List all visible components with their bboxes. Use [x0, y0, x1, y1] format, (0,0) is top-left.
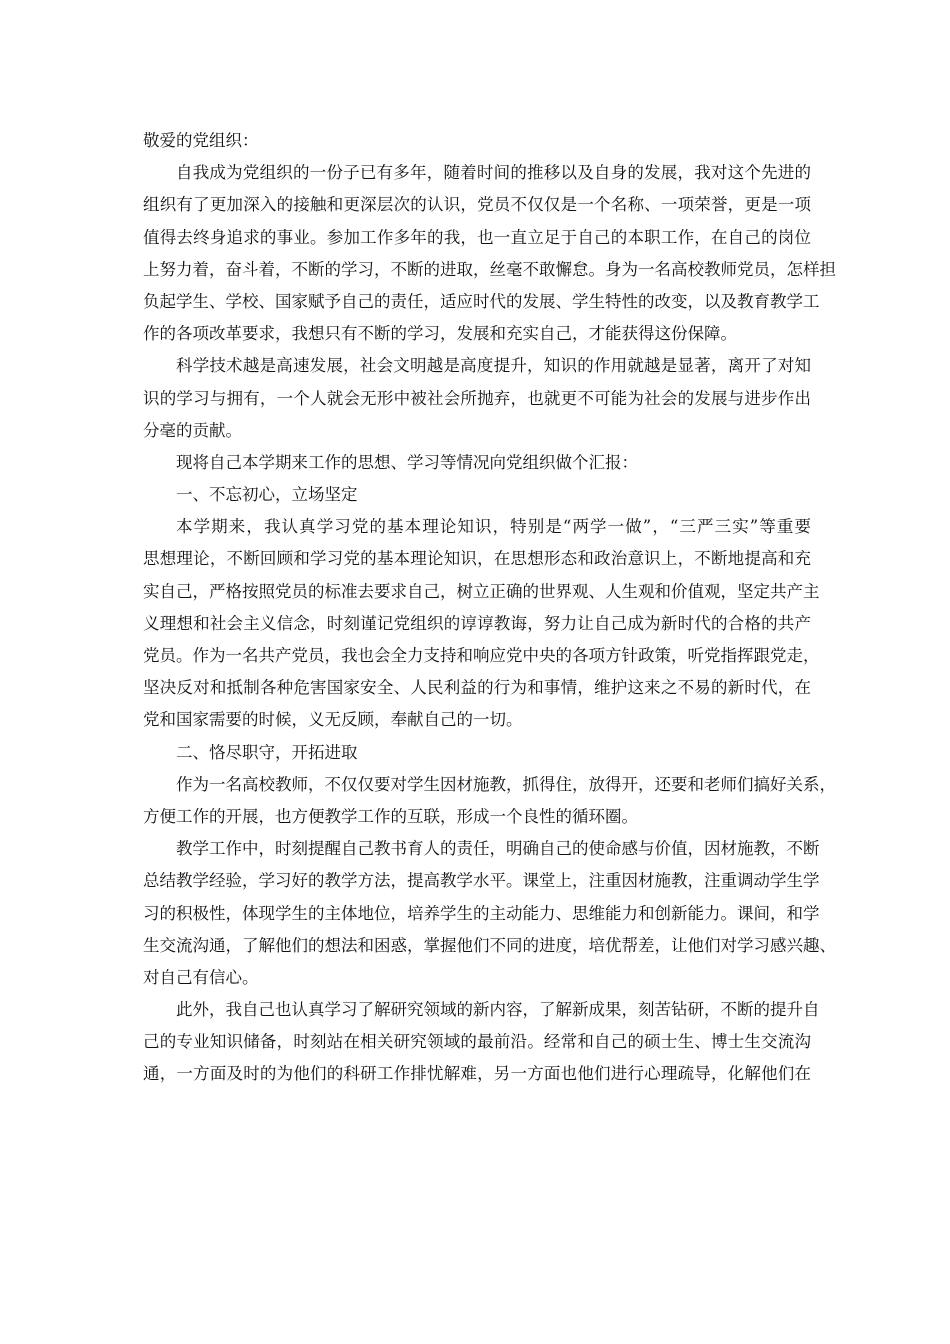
body-text-line: 一、不忘初心，立场坚定 — [176, 485, 358, 505]
body-text-line: 坚决反对和抵制各种危害国家安全、人民利益的行为和事情，维护这来之不易的新时代，在 — [143, 678, 811, 698]
body-text-line: 科学技术越是高速发展，社会文明越是高度提升，知识的作用就越是显著，离开了对知 — [176, 356, 811, 376]
body-text-line: 党员。作为一名共产党员，我也会全力支持和响应党中央的各项方针政策，听党指挥跟党走， — [143, 646, 820, 665]
body-text-line: 现将自己本学期来工作的思想、学习等情况向党组织做个汇报： — [176, 452, 638, 472]
body-text-line: 自我成为党组织的一份子已有多年，随着时间的推移以及自身的发展，我对这个先进的 — [176, 163, 811, 183]
body-text-line: 负起学生、学校、国家赋予自己的责任，适应时代的发展、学生特性的改变，以及教育教学工 — [143, 291, 820, 311]
body-text-line: 分毫的贡献。 — [143, 420, 242, 440]
body-text-line: 识的学习与拥有，一个人就会无形中被社会所抛弃，也就更不可能为社会的发展与进步作出 — [143, 388, 811, 408]
body-text-line: 对自己有信心。 — [143, 967, 259, 987]
body-text-line: 值得去终身追求的事业。参加工作多年的我，也一直立足于自己的本职工作，在自己的岗位 — [143, 227, 811, 247]
body-text-line: 义理想和社会主义信念，时刻谨记党组织的谆谆教诲，努力让自己成为新时代的合格的共产 — [143, 613, 811, 633]
body-text-line: 教学工作中，时刻提醒自己教书育人的责任，明确自己的使命感与价值，因材施教，不断 — [176, 839, 820, 859]
body-text-line: 此外，我自己也认真学习了解研究领域的新内容，了解新成果，刻苦钻研，不断的提升自 — [176, 1000, 820, 1020]
body-text-line: 己的专业知识储备，时刻站在相关研究领域的最前沿。经常和自己的硕士生、博士生交流沟 — [143, 1032, 811, 1052]
body-text-line: 思想理论，不断回顾和学习党的基本理论知识，在思想形态和政治意识上，不断地提高和充 — [143, 549, 811, 569]
body-text-line: 二、恪尽职守，开拓进取 — [176, 742, 358, 762]
salutation: 敬爱的党组织： — [143, 131, 259, 150]
body-text-line: 习的积极性，体现学生的主体地位，培养学生的主动能力、思维能力和创新能力。课间，和学 — [143, 903, 820, 923]
body-text-line: 作为一名高校教师，不仅仅要对学生因材施教，抓得住，放得开，还要和老师们搞好关系， — [176, 774, 836, 794]
body-text-line: 方便工作的开展，也方便教学工作的互联，形成一个良性的循环圈。 — [143, 806, 638, 826]
body-text-line: 总结教学经验，学习好的教学方法，提高教学水平。课堂上，注重因材施教，注重调动学生学 — [143, 871, 820, 891]
body-text-line: 上努力着，奋斗着，不断的学习，不断的进取，丝毫不敢懈怠。身为一名高校教师党员，怎样担 — [143, 259, 836, 279]
body-text-line: 组织有了更加深入的接触和更深层次的认识，党员不仅仅是一个名称、一项荣誉，更是一项 — [143, 195, 811, 215]
body-text-line: 本学期来，我认真学习党的基本理论知识，特别是“两学一做”，“三严三实”等重要 — [176, 517, 811, 537]
body-text-line: 通，一方面及时的为他们的科研工作排忧解难，另一方面也他们进行心理疏导，化解他们在 — [143, 1064, 811, 1084]
body-text-line: 作的各项改革要求，我想只有不断的学习，发展和充实自己，才能获得这份保障。 — [143, 324, 737, 344]
body-text-line: 实自己，严格按照党员的标准去要求自己，树立正确的世界观、人生观和价值观，坚定共产主 — [143, 581, 820, 601]
body-text-line: 党和国家需要的时候，义无反顾，奉献自己的一切。 — [143, 710, 523, 730]
body-text-line: 生交流沟通，了解他们的想法和困惑，掌握他们不同的进度，培优帮差，让他们对学习感兴趣、 — [143, 935, 836, 955]
letter-body — [143, 125, 836, 1091]
